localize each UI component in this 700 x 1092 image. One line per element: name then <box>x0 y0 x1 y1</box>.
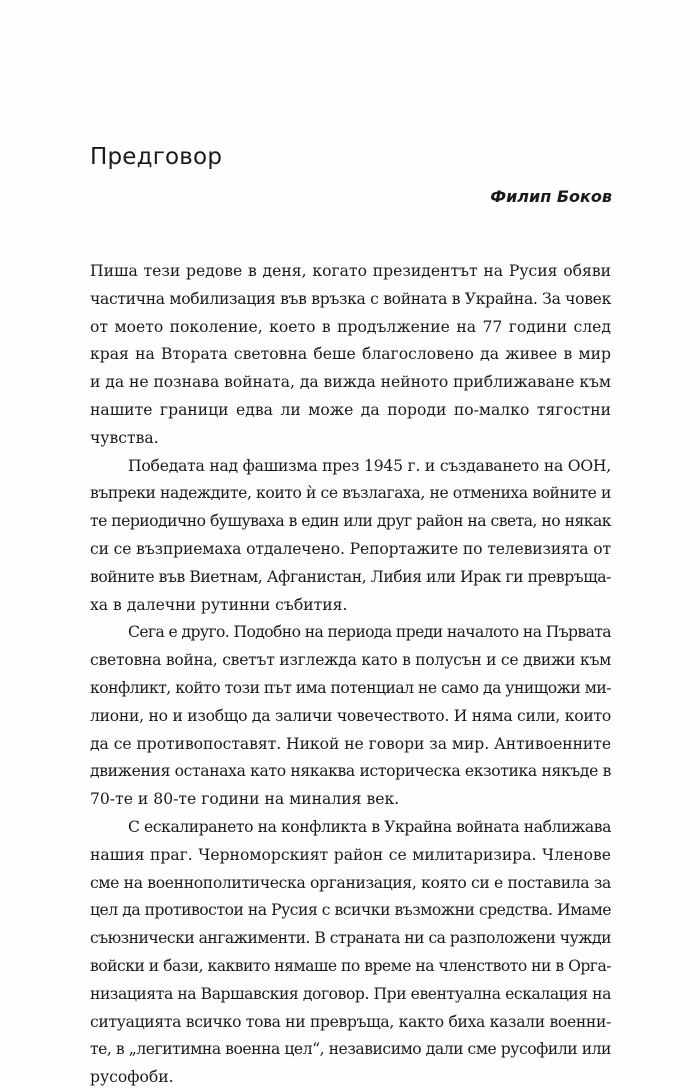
text-line: движения останаха като някаква историческа екзотика някъде в <box>90 762 611 781</box>
text-line: лиони, но и изобщо да заличи човечеството. И няма сили, които <box>90 706 611 725</box>
text-line: да се противопоставят. Никой не говори за мир. Антивоенните <box>90 734 611 753</box>
text-line: Сега е друго. Подобно на периода преди началото на Първата <box>128 623 611 642</box>
text-line: низацията на Варшавския договор. При евентуална ескалация на <box>90 984 611 1003</box>
text-line: конфликт, който този път има потенциал не само да унищожи ми- <box>90 678 611 697</box>
text-line: и да не познава войната, да вижда нейното приближаване към <box>90 373 611 392</box>
text-line: нашия праг. Черноморският район се милитаризира. Членове <box>90 845 611 864</box>
text-line: те, в „легитимна военна цел“, независимо дали сме русофили или <box>90 1040 611 1059</box>
text-line: съюзнически ангажименти. В страната ни са разположени чужди <box>90 929 611 948</box>
text-line: чувства. <box>90 428 159 447</box>
text-line: русофоби. <box>90 1068 174 1087</box>
text-line: си се възприемаха отдалечено. Репортажите по телевизията от <box>90 539 611 558</box>
text-line: ха в далечни рутинни събития. <box>90 595 348 614</box>
text-line: войски и бази, каквито нямаше по време на членството ни в Орга- <box>90 956 611 975</box>
paragraph <box>90 258 611 453</box>
paragraph <box>90 453 611 620</box>
author-name: Филип Боков <box>490 187 612 206</box>
text-line: ситуацията всичко това ни превръща, както биха казали военни- <box>90 1012 611 1031</box>
text-line: те периодично бушуваха в един или друг район на света, но някак <box>90 512 611 531</box>
text-line: Победата над фашизма през 1945 г. и създаването на ООН, <box>128 456 611 475</box>
text-line: цел да противостои на Русия с всички възможни средства. Имаме <box>90 901 611 920</box>
chapter-title: Предговор <box>90 144 223 170</box>
paragraph <box>90 814 611 1092</box>
text-line: С ескалирането на конфликта в Украйна войната наближава <box>128 817 611 836</box>
text-line: войните във Виетнам, Афганистан, Либия или Ирак ги превръща- <box>90 567 611 586</box>
body-text <box>90 258 611 1092</box>
text-line: от моето поколение, което в продължение на 77 години след <box>90 317 611 336</box>
text-line: края на Втората световна беше благословено да живее в мир <box>90 345 611 364</box>
text-line: въпреки надеждите, които ѝ се възлагаха, не отмениха войните и <box>90 484 611 503</box>
paragraph <box>90 619 611 814</box>
text-line: 70-те и 80-те години на миналия век. <box>90 790 400 809</box>
text-line: сме на военнополитическа организация, която си е поставила за <box>90 873 611 892</box>
text-line: частична мобилизация във връзка с войната в Украйна. За човек <box>90 289 611 308</box>
text-line: нашите граници едва ли може да породи по-малко тягостни <box>90 400 611 419</box>
text-line: световна война, светът изглежда като в полусън и се движи към <box>90 651 611 670</box>
text-line: Пиша тези редове в деня, когато президентът на Русия обяви <box>90 262 611 280</box>
